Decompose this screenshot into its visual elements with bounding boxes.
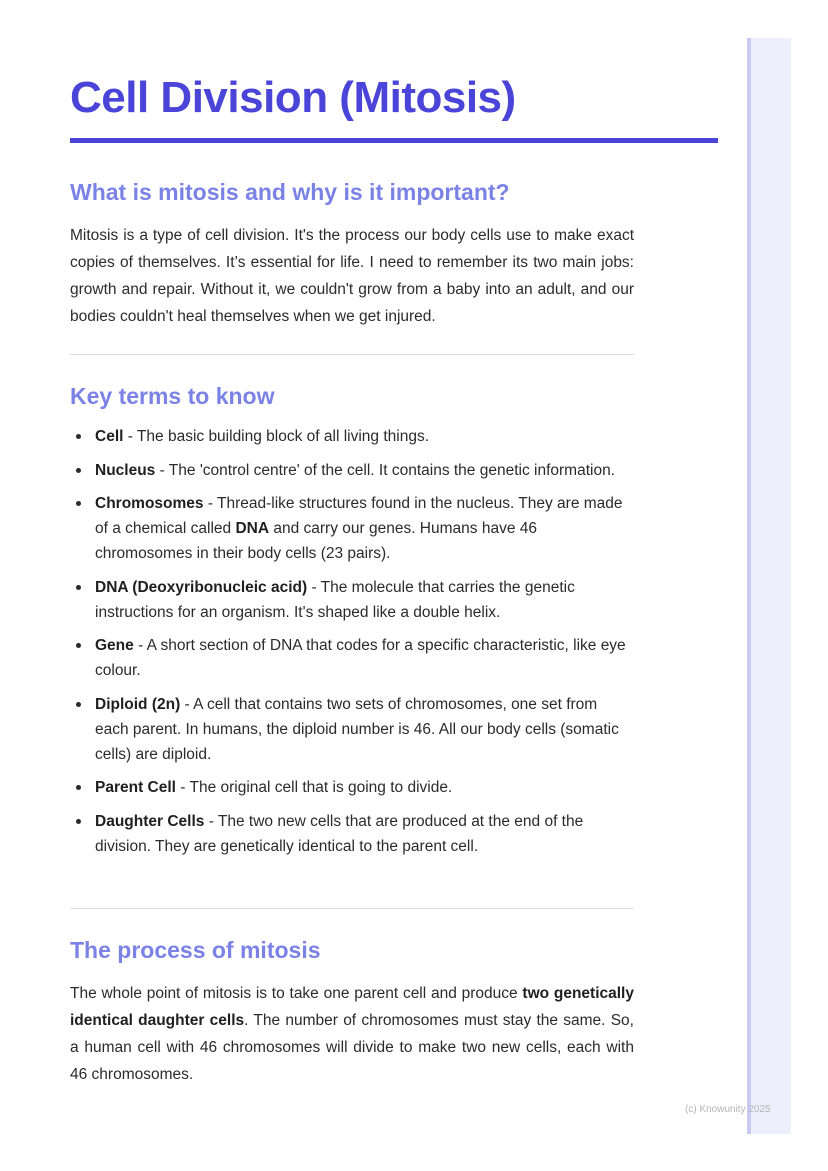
list-item	[70, 633, 634, 683]
section-heading-what-is-mitosis: What is mitosis and why is it important?	[70, 179, 510, 205]
key-terms-list	[70, 424, 634, 867]
side-accent-line	[747, 38, 751, 1134]
side-panel	[748, 38, 791, 1134]
list-item	[70, 775, 634, 800]
term-definition: - A short section of DNA that codes for a specific characteristic, like eye colour.	[95, 637, 626, 679]
copyright-footer: (c) Knowunity 2025	[685, 1104, 771, 1115]
list-item	[70, 809, 634, 859]
term-label: Parent Cell	[95, 779, 176, 796]
term-inline-bold: DNA	[235, 520, 270, 537]
title-underline	[70, 138, 718, 143]
bullet-icon	[76, 585, 81, 590]
process-bold-text: two genetically identical daughter cells	[70, 985, 634, 1029]
section-heading-process: The process of mitosis	[70, 937, 321, 963]
term-label: DNA (Deoxyribonucleic acid)	[95, 578, 308, 596]
term-definition: - The molecule that carries the genetic instructions for an organism. It's shaped like a double helix.	[95, 578, 575, 621]
term-label: Gene	[95, 637, 134, 654]
page-title: Cell Division (Mitosis)	[70, 73, 516, 122]
section-heading-key-terms: Key terms to know	[70, 383, 275, 409]
list-item	[70, 575, 634, 625]
term-definition: - The two new cells that are produced at the end of the division. They are genetically identical to the parent cell.	[95, 812, 584, 855]
term-label: Cell	[95, 428, 124, 445]
term-label: Nucleus	[95, 461, 156, 479]
divider	[70, 908, 634, 909]
section-body-what-is-mitosis: Mitosis is a type of cell division. It's the process our body cells use to make exact copies of themselves. It’s essential for life. I need to remember its two main jobs: growth and repair. Without it, we couldn't grow from a baby into an adult, and our bodies couldn't heal themselves when we get injured.	[70, 227, 634, 325]
list-item	[70, 692, 634, 767]
term-label: Chromosomes	[95, 495, 204, 512]
list-item	[70, 424, 634, 449]
bullet-icon	[76, 468, 81, 473]
term-definition: - A cell that contains two sets of chromosomes, one set from each parent. In humans, the diploid number is 46. All our body cells (somatic cells) are diploid.	[95, 695, 619, 763]
process-text: The whole point of mitosis is to take one parent cell and produce	[70, 985, 523, 1002]
term-definition: - The basic building block of all living things.	[123, 428, 430, 445]
term-definition: - Thread-like structures found in the nucleus. They are made of a chemical called	[95, 495, 623, 537]
section-body-process	[70, 980, 634, 1088]
bullet-icon	[76, 643, 81, 648]
term-definition: - The 'control centre' of the cell. It contains the genetic information.	[155, 461, 615, 479]
divider	[70, 354, 634, 355]
list-item	[70, 458, 634, 483]
bullet-icon	[76, 819, 81, 824]
term-definition-cont: and carry our genes. Humans have 46 chromosomes in their body cells (23 pairs).	[95, 520, 537, 562]
term-definition: - The original cell that is going to divide.	[175, 779, 453, 796]
bullet-icon	[76, 785, 81, 790]
bullet-icon	[76, 434, 81, 439]
term-label: Daughter Cells	[95, 812, 205, 830]
list-item	[70, 491, 634, 566]
process-text-cont: . The number of chromosomes must stay the same. So, a human cell with 46 chromosomes will divide to make two new cells, each with 46 chromosomes.	[70, 1012, 634, 1083]
bullet-icon	[76, 501, 81, 506]
bullet-icon	[76, 702, 81, 707]
term-label: Diploid (2n)	[95, 695, 181, 713]
